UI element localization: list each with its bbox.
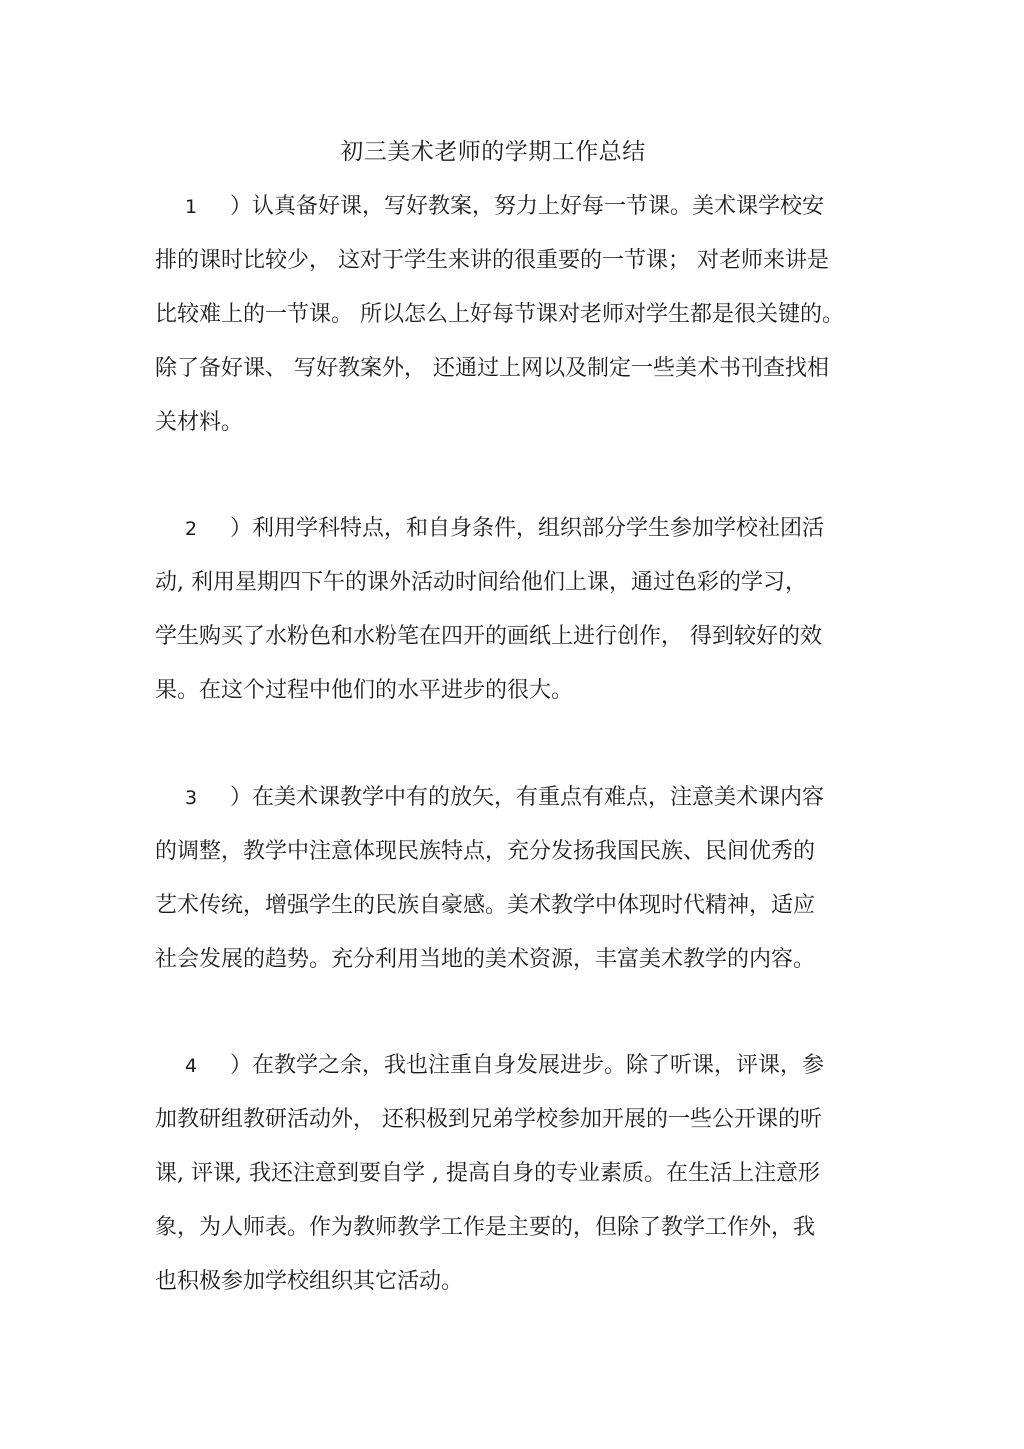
line-text: ）认真备好课，写好教案，努力上好每一节课。美术课学校安 [230,194,825,219]
paragraph-line: 排的课时比较少， 这对于学生来讲的很重要的一节课； 对老师来讲是 [155,248,829,273]
paragraph-number: 1 [185,196,198,218]
paragraph-line: 关材料。 [155,410,244,435]
paragraph-line [155,1039,875,1093]
paragraph-number: 2 [185,518,198,540]
paragraph-number: 3 [185,787,198,809]
paragraph-line: 加教研组教研活动外， 还积极到兄弟学校参加开展的一些公开课的听 [155,1107,822,1132]
paragraph-3 [155,771,875,987]
paragraph-line [155,771,875,825]
document-title: 初三美术老师的学期工作总结 [340,139,646,165]
paragraph-line: 社会发展的趋势。充分利用当地的美术资源，丰富美术教学的内容。 [155,947,816,972]
paragraph-line: 学生购买了水粉色和水粉笔在四开的画纸上进行创作， 得到较好的效 [155,624,822,649]
paragraph-line: 的调整，教学中注意体现民族特点，充分发扬我国民族、民间优秀的 [155,839,816,864]
paragraph-line: 动, 利用星期四下午的课外活动时间给他们上课，通过色彩的学习， [155,570,807,595]
paragraph-line: 象，为人师表。作为教师教学工作是主要的，但除了教学工作外，我 [155,1215,816,1240]
paragraph-number: 4 [185,1055,198,1077]
paragraph-line: 课, 评课, 我还注意到要自学 , 提高自身的专业素质。在生活上注意形 [155,1161,820,1186]
paragraph-line: 除了备好课、 写好教案外， 还通过上网以及制定一些美术书刊查找相 [155,356,829,381]
paragraph-2 [155,502,875,718]
line-text: ）在美术课教学中有的放矢，有重点有难点，注意美术课内容 [230,785,825,810]
paragraph-line: 果。在这个过程中他们的水平进步的很大。 [155,678,574,703]
line-text: ）在教学之余，我也注重自身发展进步。除了听课，评课，参 [230,1053,825,1078]
paragraph-line: 比较难上的一节课。 所以怎么上好每节课对老师对学生都是很关键的。 [155,302,844,327]
paragraph-line [155,180,875,234]
paragraph-line [155,502,875,556]
paragraph-1 [155,180,875,450]
line-text: ）利用学科特点，和自身条件，组织部分学生参加学校社团活 [230,516,825,541]
paragraph-line: 也积极参加学校组织其它活动。 [155,1269,464,1294]
paragraph-line: 艺术传统，增强学生的民族自豪感。美术教学中体现时代精神，适应 [155,893,816,918]
paragraph-4 [155,1039,875,1309]
